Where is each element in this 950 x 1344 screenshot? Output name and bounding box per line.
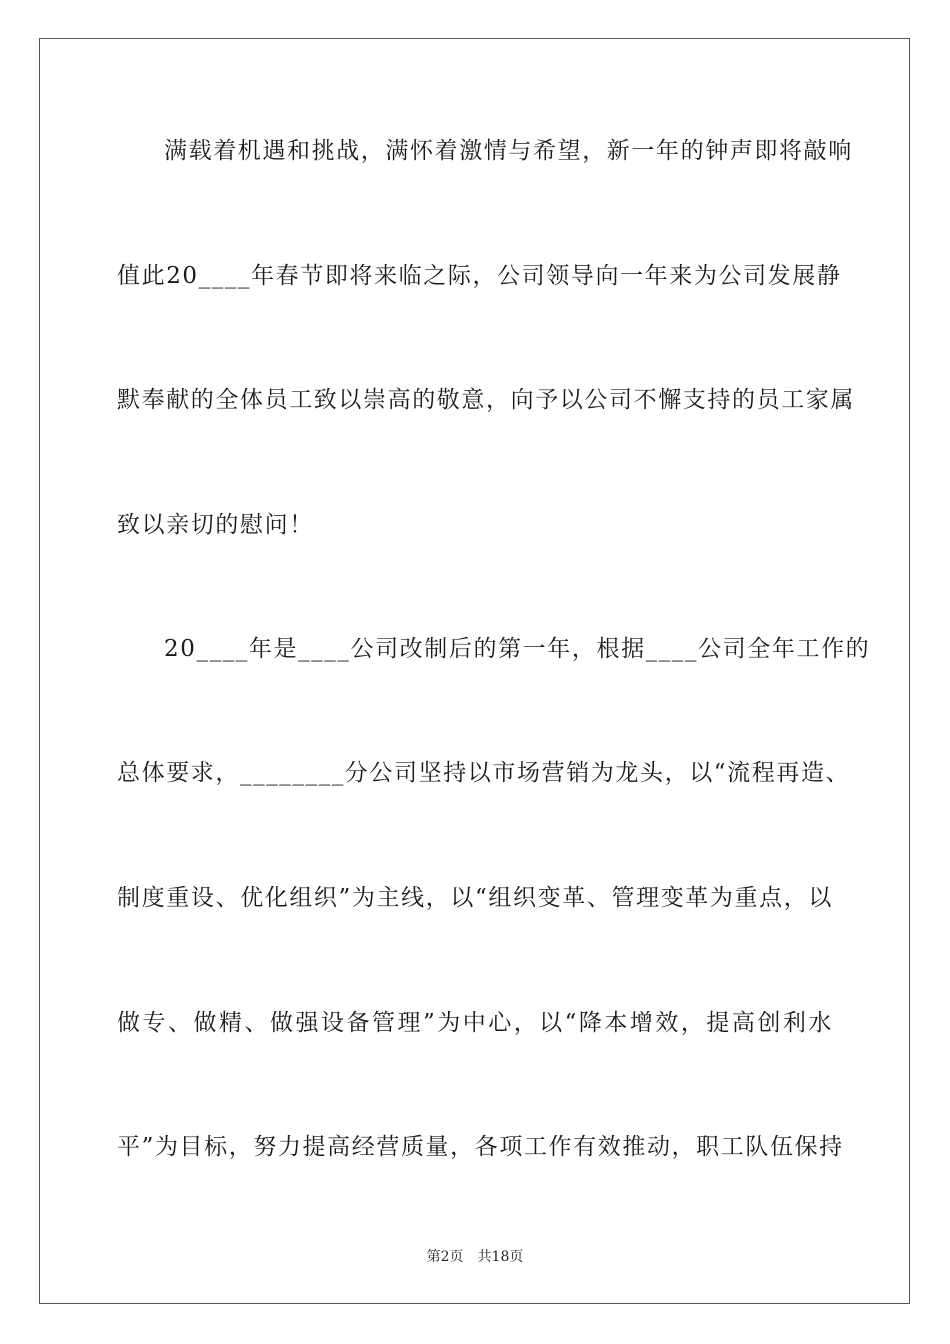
text-line-2: 值此20____年春节即将来临之际，公司领导向一年来为公司发展静: [117, 263, 842, 289]
text-line-1: 满载着机遇和挑战，满怀着激情与希望，新一年的钟声即将敲响: [164, 138, 853, 164]
text-line-7: 制度重设、优化组织”为主线，以“组织变革、管理变革为重点，以: [117, 885, 833, 911]
page-number-current: 第2页: [426, 1249, 464, 1265]
text-line-9: 平”为目标，努力提高经营质量，各项工作有效推动，职工队伍保持: [117, 1134, 844, 1160]
text-line-5: 20____年是____公司改制后的第一年，根据____公司全年工作的: [164, 636, 871, 662]
text-line-4: 致以亲切的慰问！: [117, 512, 314, 538]
text-line-8: 做专、做精、做强设备管理”为中心，以“降本增效，提高创利水: [117, 1010, 833, 1036]
page-border: [39, 38, 910, 1304]
page-number-total: 共18页: [477, 1249, 524, 1265]
text-line-6: 总体要求，________分公司坚持以市场营销为龙头，以“流程再造、: [117, 760, 851, 786]
text-line-3: 默奉献的全体员工致以崇高的敬意，向予以公司不懈支持的员工家属: [117, 387, 855, 413]
page-footer: [0, 1247, 950, 1267]
